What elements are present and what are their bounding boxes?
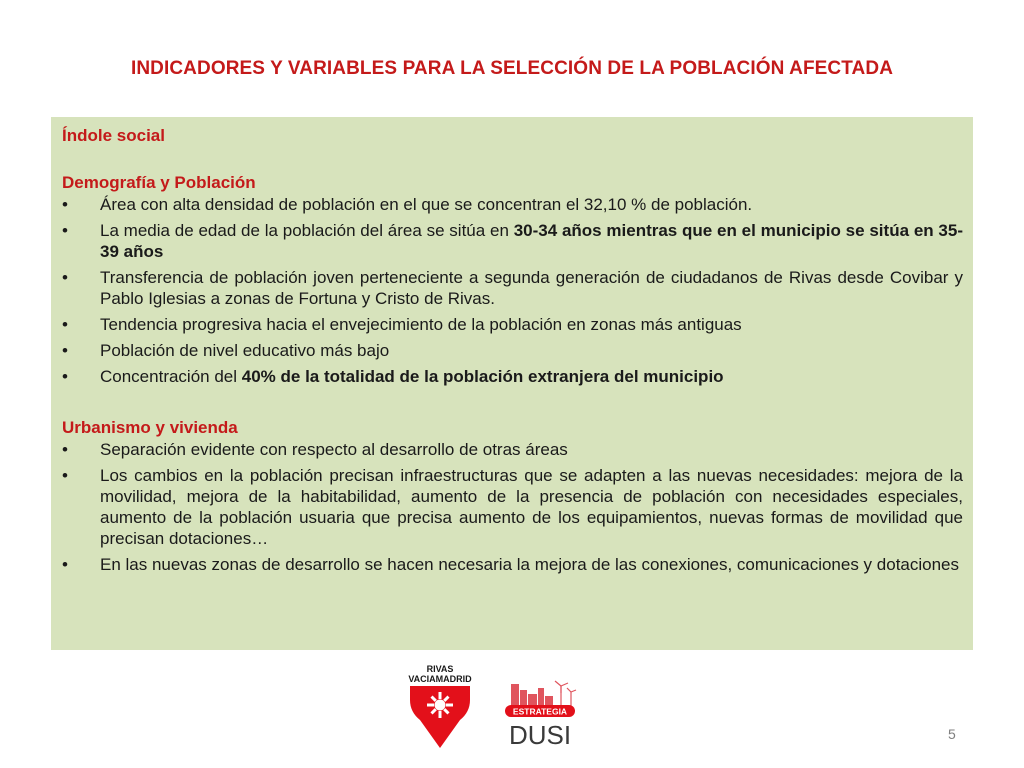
bullet-icon: • xyxy=(62,315,68,334)
wind-turbine-icon xyxy=(555,681,576,706)
demografia-list xyxy=(62,194,963,387)
bullet-icon: • xyxy=(62,341,68,360)
section-demografia: Demografía y Población xyxy=(62,173,256,192)
bullet-icon: • xyxy=(62,555,68,574)
estrategia-dusi-logo xyxy=(501,678,579,748)
list-item: • Los cambios en la población precisan infraestructuras que se adapten a las nuevas necesidades: mejora de la movilidad, mejora de la habitabilidad, aumento de la presencia de población con necesidades especiales, aumento de la población usuaria que precisa aumento de los equipamientos, nuevas formas de movilidad que precisan dotaciones… xyxy=(62,466,963,548)
list-item: • Tendencia progresiva hacia el envejecimiento de la población en zonas más antiguas xyxy=(62,315,742,334)
content-panel xyxy=(51,117,973,650)
page-title: INDICADORES Y VARIABLES PARA LA SELECCIÓN DE LA POBLACIÓN AFECTADA xyxy=(130,58,894,79)
rivas-vaciamadrid-logo xyxy=(398,664,482,750)
svg-text:VACIAMADRID: VACIAMADRID xyxy=(408,674,472,684)
list-item: • Población de nivel educativo más bajo xyxy=(62,341,390,360)
bullet-icon: • xyxy=(62,221,68,240)
bullet-icon: • xyxy=(62,367,68,386)
bullet-icon: • xyxy=(62,466,68,485)
svg-text:ESTRATEGIA: ESTRATEGIA xyxy=(512,706,568,717)
section-urbanismo: Urbanismo y vivienda xyxy=(62,418,238,437)
list-item: • En las nuevas zonas de desarrollo se hacen necesaria la mejora de las conexiones, comunicaciones y dotaciones xyxy=(62,555,960,574)
section-indole-social: Índole social xyxy=(62,126,165,145)
bullet-icon: • xyxy=(62,195,68,214)
city-skyline-icon xyxy=(511,684,553,706)
page-number: 5 xyxy=(948,726,956,742)
urbanismo-list xyxy=(62,439,963,575)
list-item: • Transferencia de población joven perteneciente a segunda generación de ciudadanos de Rivas desde Covibar y Pablo Iglesias a zonas de Fortuna y Cristo de Rivas. xyxy=(62,268,963,308)
bullet-icon: • xyxy=(62,440,68,459)
list-item: • Concentración del 40% de la totalidad de la población extranjera del municipio xyxy=(62,367,724,386)
list-item: • La media de edad de la población del área se sitúa en 30-34 años mientras que en el municipio se sitúa en 35-39 años xyxy=(62,221,963,261)
bullet-icon: • xyxy=(62,268,68,287)
svg-text:RIVAS: RIVAS xyxy=(426,664,454,674)
svg-text:DUSI: DUSI xyxy=(508,720,572,748)
list-item: • Área con alta densidad de población en el que se concentran el 32,10 % de población. xyxy=(62,195,753,214)
list-item: • Separación evidente con respecto al desarrollo de otras áreas xyxy=(62,440,568,459)
